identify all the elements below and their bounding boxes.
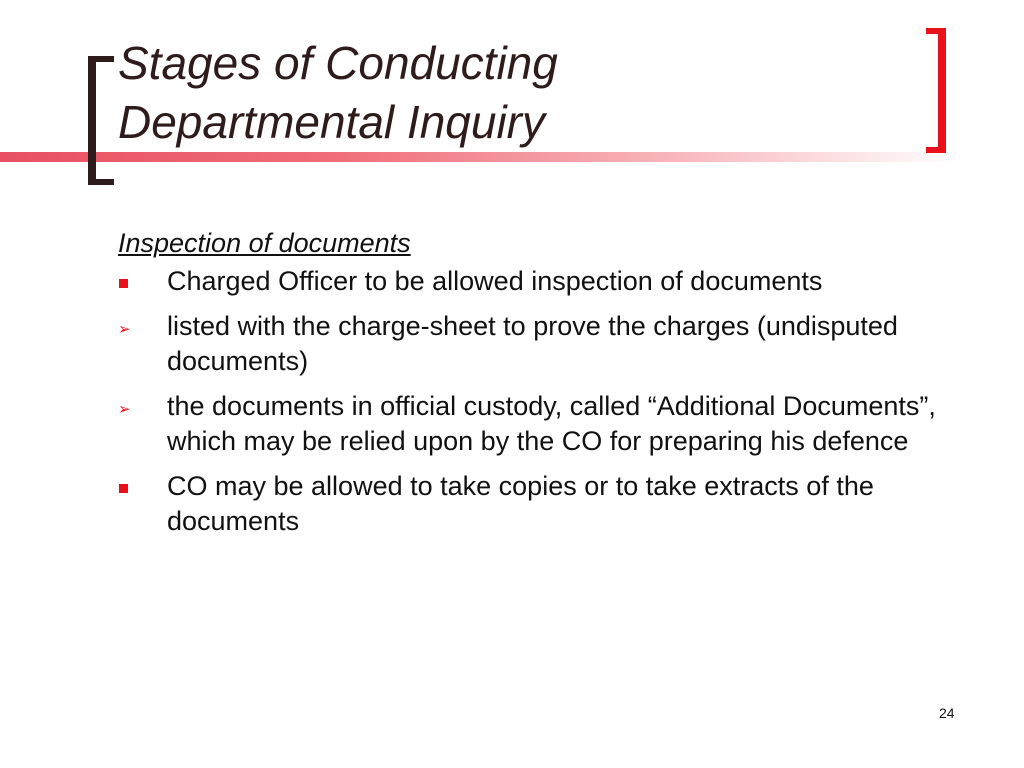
arrowhead-bullet-icon: ➢ (118, 400, 131, 418)
bullet-item-3 (118, 389, 948, 459)
left-bracket-decoration (88, 56, 114, 185)
bullet-text: the documents in official custody, called “Additional Documents”, which may be relied upon by the CO for preparing his defence (167, 391, 936, 456)
right-bracket-decoration (926, 28, 946, 153)
bullet-item-4 (118, 469, 948, 539)
title-accent-rule (0, 152, 960, 162)
bullet-text: CO may be allowed to take copies or to take extracts of the documents (167, 471, 874, 536)
bullet-text: Charged Officer to be allowed inspection of documents (167, 266, 823, 296)
bullet-text: listed with the charge-sheet to prove the charges (undisputed documents) (167, 311, 898, 376)
bullet-item-1 (118, 264, 948, 299)
bullet-item-2 (118, 309, 948, 379)
square-bullet-icon (118, 469, 138, 504)
slide-title-line-2: Departmental Inquiry (118, 96, 545, 148)
bullet-list (118, 264, 948, 539)
page-number: 24 (939, 705, 955, 721)
slide-title (118, 34, 898, 152)
slide-title-line-1: Stages of Conducting (118, 37, 558, 89)
slide-body (118, 226, 948, 549)
section-heading: Inspection of documents (118, 228, 411, 258)
square-bullet-icon (118, 264, 138, 299)
arrowhead-bullet-icon: ➢ (118, 320, 131, 338)
